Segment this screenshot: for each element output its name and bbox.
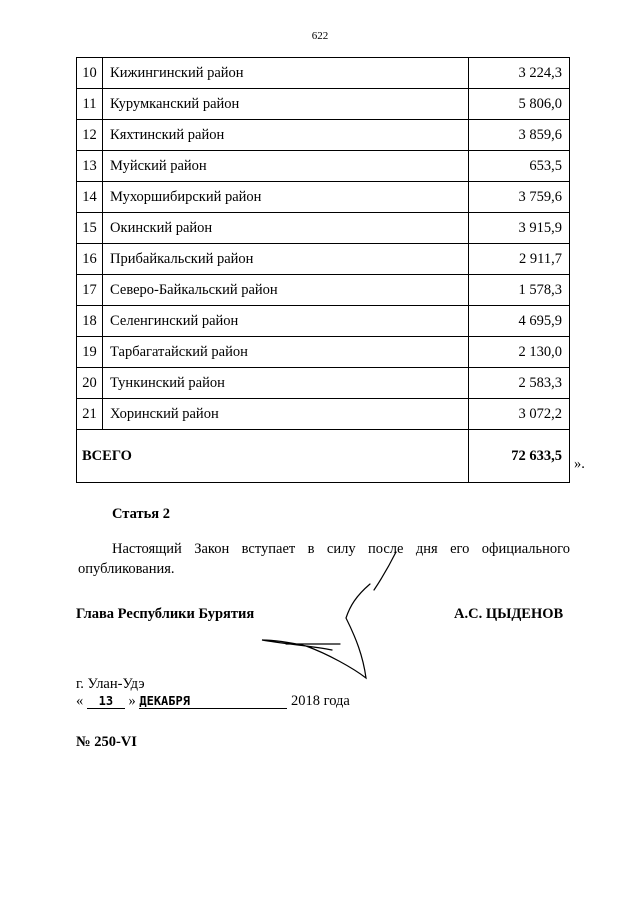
table-row — [77, 58, 570, 89]
district-value: 5 806,0 — [468, 89, 569, 120]
total-row — [77, 430, 570, 483]
table-row — [77, 399, 570, 430]
district-value: 3 915,9 — [468, 213, 569, 244]
row-number: 19 — [77, 337, 103, 368]
district-value: 1 578,3 — [468, 275, 569, 306]
district-name: Хоринский район — [103, 399, 469, 430]
district-name: Курумканский район — [103, 89, 469, 120]
district-name: Мухоршибирский район — [103, 182, 469, 213]
district-name: Кяхтинский район — [103, 120, 469, 151]
row-number: 13 — [77, 151, 103, 182]
row-number: 11 — [77, 89, 103, 120]
row-number: 15 — [77, 213, 103, 244]
district-value: 2 583,3 — [468, 368, 569, 399]
district-name: Окинский район — [103, 213, 469, 244]
date-year: 2018 года — [291, 693, 350, 709]
district-name: Северо-Байкальский район — [103, 275, 469, 306]
districts-table — [76, 57, 570, 483]
district-value: 2 130,0 — [468, 337, 569, 368]
district-value: 3 859,6 — [468, 120, 569, 151]
table-row — [77, 213, 570, 244]
row-number: 17 — [77, 275, 103, 306]
law-number: № 250-VI — [76, 734, 137, 750]
table-row — [77, 275, 570, 306]
table-row — [77, 368, 570, 399]
date-close-quote: » — [128, 693, 136, 709]
row-number: 14 — [77, 182, 103, 213]
district-value: 2 911,7 — [468, 244, 569, 275]
row-number: 20 — [77, 368, 103, 399]
city: г. Улан-Удэ — [76, 676, 145, 692]
district-value: 4 695,9 — [468, 306, 569, 337]
total-value: 72 633,5 — [468, 430, 569, 483]
row-number: 16 — [77, 244, 103, 275]
head-title: Глава Республики Бурятия — [76, 606, 255, 622]
row-number: 10 — [77, 58, 103, 89]
row-number: 21 — [77, 399, 103, 430]
table-row — [77, 306, 570, 337]
handwritten-signature — [258, 548, 408, 684]
total-label: ВСЕГО — [77, 430, 469, 483]
row-number: 18 — [77, 306, 103, 337]
table-row — [77, 120, 570, 151]
district-name: Муйский район — [103, 151, 469, 182]
district-name: Тарбагатайский район — [103, 337, 469, 368]
district-value: 3 072,2 — [468, 399, 569, 430]
district-value: 653,5 — [468, 151, 569, 182]
table-row — [77, 244, 570, 275]
head-name: А.С. ЦЫДЕНОВ — [454, 606, 564, 622]
district-value: 3 759,6 — [468, 182, 569, 213]
district-name: Кижингинский район — [103, 58, 469, 89]
date-day: 13 — [87, 694, 125, 709]
article-title: Статья 2 — [112, 506, 170, 522]
table-row — [77, 337, 570, 368]
district-rows — [77, 58, 570, 430]
table-row — [77, 151, 570, 182]
district-name: Тункинский район — [103, 368, 469, 399]
table-row — [77, 89, 570, 120]
table-row — [77, 182, 570, 213]
district-name: Селенгинский район — [103, 306, 469, 337]
date-open-quote: « — [76, 693, 84, 709]
closing-quote: ». — [574, 456, 585, 472]
date-month: ДЕКАБРЯ — [139, 694, 287, 709]
article-text: Настоящий Закон вступает в силу после дня его официального опубликования. — [78, 541, 570, 577]
row-number: 12 — [77, 120, 103, 151]
page-number: 622 — [311, 30, 329, 42]
district-name: Прибайкальский район — [103, 244, 469, 275]
date-line — [76, 693, 350, 710]
district-value: 3 224,3 — [468, 58, 569, 89]
